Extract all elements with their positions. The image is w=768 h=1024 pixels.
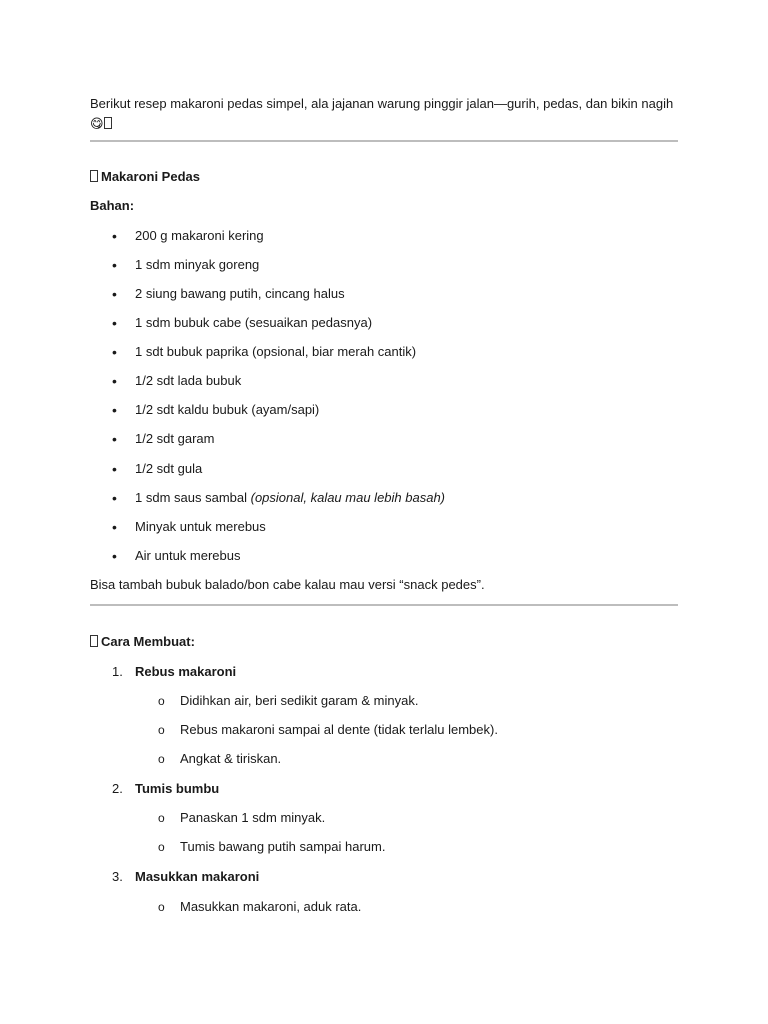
circle-bullet-icon: o — [158, 811, 165, 825]
sub-list-item: o Panaskan 1 sdm minyak. — [158, 810, 326, 825]
step-title: Masukkan makaroni — [135, 869, 260, 884]
intro-text: Berikut resep makaroni pedas simpel, ala jajanan warung pinggir jalan—gurih, pedas, dan bikin nagih — [90, 96, 674, 111]
step-title: Rebus makaroni — [135, 664, 237, 679]
bullet-icon: • — [112, 461, 117, 477]
list-item: • 1 sdm saus sambal (opsional, kalau mau lebih basah) — [112, 490, 446, 506]
bullet-icon: • — [112, 315, 117, 331]
bullet-icon: • — [112, 286, 117, 302]
bullet-icon: • — [112, 344, 117, 360]
sub-list-item: o Tumis bawang putih sampai harum. — [158, 839, 386, 854]
bullet-icon: • — [112, 548, 117, 564]
list-item: • 1 sdt bubuk paprika (opsional, biar merah cantik) — [112, 344, 417, 360]
step-item — [0, 663, 768, 681]
list-item: • 200 g makaroni kering — [112, 228, 264, 244]
horizontal-rule — [90, 140, 678, 142]
sub-list-item: o Rebus makaroni sampai al dente (tidak terlalu lembek). — [158, 722, 498, 737]
step-number: 2. — [112, 781, 123, 796]
circle-bullet-icon: o — [158, 840, 165, 854]
missing-glyph-icon — [104, 117, 112, 129]
cara-heading: Cara Membuat: — [90, 633, 195, 651]
bullet-icon: • — [112, 402, 117, 418]
missing-glyph-icon — [90, 635, 98, 647]
circle-bullet-icon: o — [158, 900, 165, 914]
step-item — [0, 780, 768, 798]
list-item: • 1/2 sdt kaldu bubuk (ayam/sapi) — [112, 402, 320, 418]
list-item: • 1 sdm bubuk cabe (sesuaikan pedasnya) — [112, 315, 373, 331]
circle-bullet-icon: o — [158, 752, 165, 766]
bullet-icon: • — [112, 228, 117, 244]
missing-glyph-icon — [90, 170, 98, 182]
sub-list-item: o Angkat & tiriskan. — [158, 751, 282, 766]
circle-bullet-icon: o — [158, 723, 165, 737]
list-item: • 1/2 sdt gula — [112, 461, 203, 477]
horizontal-rule — [90, 604, 678, 606]
step-item — [0, 868, 768, 886]
smiling-face-emoji-icon: 😋 — [90, 116, 104, 131]
list-item: • 2 siung bawang putih, cincang halus — [112, 286, 345, 302]
list-item: • Minyak untuk merebus — [112, 519, 266, 535]
bullet-icon: • — [112, 431, 117, 447]
list-item: • 1 sdm minyak goreng — [112, 257, 260, 273]
list-item: • 1/2 sdt garam — [112, 431, 215, 447]
bullet-icon: • — [112, 490, 117, 506]
sub-list-item: o Masukkan makaroni, aduk rata. — [158, 899, 362, 914]
step-number: 1. — [112, 664, 123, 679]
sub-list-item: o Didihkan air, beri sedikit garam & minyak. — [158, 693, 419, 708]
list-item: • 1/2 sdt lada bubuk — [112, 373, 242, 389]
ingredient-note: (opsional, kalau mau lebih basah) — [250, 490, 446, 505]
bullet-icon: • — [112, 373, 117, 389]
bahan-heading: Bahan: — [90, 198, 135, 213]
tip-text: Bisa tambah bubuk balado/bon cabe kalau mau versi “snack pedes”. — [90, 577, 485, 592]
step-title: Tumis bumbu — [135, 781, 220, 796]
bullet-icon: • — [112, 257, 117, 273]
list-item: • Air untuk merebus — [112, 548, 241, 564]
recipe-title: Makaroni Pedas — [90, 168, 200, 186]
bullet-icon: • — [112, 519, 117, 535]
intro-paragraph — [90, 94, 680, 134]
circle-bullet-icon: o — [158, 694, 165, 708]
step-number: 3. — [112, 869, 123, 884]
